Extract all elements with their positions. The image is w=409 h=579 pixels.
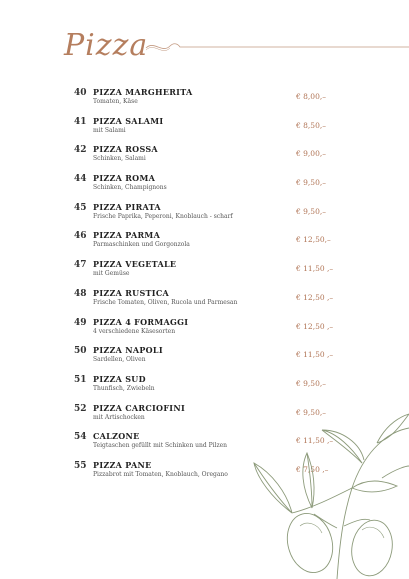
menu-header [64,26,409,66]
item-price: € 11,50 ,– [296,264,334,274]
item-price: € 9,50,– [296,206,326,216]
item-price: € 8,50,– [296,120,326,130]
item-number: 44 [74,174,87,185]
menu-item [74,143,374,172]
item-name: PIZZA SUD [93,373,146,384]
item-price: € 9,50,– [296,378,326,388]
item-description: 4 verschiedene Käsesorten [93,327,176,335]
item-number: 55 [74,460,87,471]
item-description: Schinken, Champignons [93,184,167,192]
item-price: € 12,50 ,– [296,321,334,331]
item-description: mit Salami [93,126,126,134]
item-price: € 12,50 ,– [296,292,334,302]
item-number: 40 [74,88,87,98]
item-number: 51 [74,374,87,385]
item-description: Tomaten, Käse [93,98,138,105]
item-description: Sardellen, Oliven [93,356,146,364]
menu-item [74,201,374,230]
item-description: mit Gemüse [93,270,130,278]
item-number: 48 [74,288,87,299]
item-description: Thunfisch, Zwiebeln [93,384,155,392]
item-name: PIZZA CARCIOFINI [93,402,186,413]
item-price: € 11,50 ,– [296,436,334,446]
item-name: PIZZA PANE [93,459,152,470]
item-description: Pizzabrot mit Tomaten, Knoblauch, Oregano [93,470,228,478]
item-name: PIZZA MARGHERITA [93,87,193,97]
item-name: PIZZA SALAMI [93,115,164,126]
page-title: Pizza [64,28,149,63]
menu-item [74,344,374,373]
item-price: € 12,50,– [296,235,331,245]
item-description: Frische Paprika, Peperoni, Knoblauch - scharf [93,212,233,220]
menu-item [74,86,374,115]
item-price: € 8,00,– [296,92,326,101]
item-price: € 9,00,– [296,149,326,159]
item-name: PIZZA PIRATA [93,201,161,212]
title-flourish [144,36,409,56]
menu-item [74,172,374,201]
item-description: Frische Tomaten, Oliven, Rucola und Parmesan [93,298,238,306]
item-number: 47 [74,260,87,271]
olive-branch-illustration [252,408,409,579]
item-name: PIZZA ROSSA [93,144,158,155]
menu-item [74,316,374,345]
item-description: Schinken, Salami [93,155,146,163]
item-price: € 11,50 ,– [296,350,334,360]
item-number: 41 [74,116,87,127]
item-number: 50 [74,346,87,357]
menu-item [74,229,374,258]
item-name: PIZZA PARMA [93,230,161,241]
item-price: € 7,50 ,– [296,464,329,474]
item-name: PIZZA RUSTICA [93,287,170,298]
item-name: PIZZA VEGETALE [93,259,177,270]
item-number: 54 [74,432,87,443]
item-name: CALZONE [93,431,140,442]
menu-item [74,287,374,316]
item-name: PIZZA NAPOLI [93,345,163,356]
item-name: PIZZA ROMA [93,173,156,184]
item-price: € 9,50,– [296,407,326,417]
item-price: € 9,50,– [296,178,326,188]
menu-item [74,373,374,402]
item-number: 42 [74,145,87,156]
item-number: 49 [74,317,87,328]
item-number: 45 [74,202,87,213]
menu-item [74,115,374,144]
item-description: Parmaschinken und Gorgonzola [93,241,190,249]
item-number: 46 [74,231,87,242]
item-name: PIZZA 4 FORMAGGI [93,316,189,327]
item-description: mit Artischocken [93,413,145,421]
item-description: Teigtaschen gefüllt mit Schinken und Pilzen [93,442,228,450]
menu-item [74,258,374,287]
item-number: 52 [74,403,87,414]
